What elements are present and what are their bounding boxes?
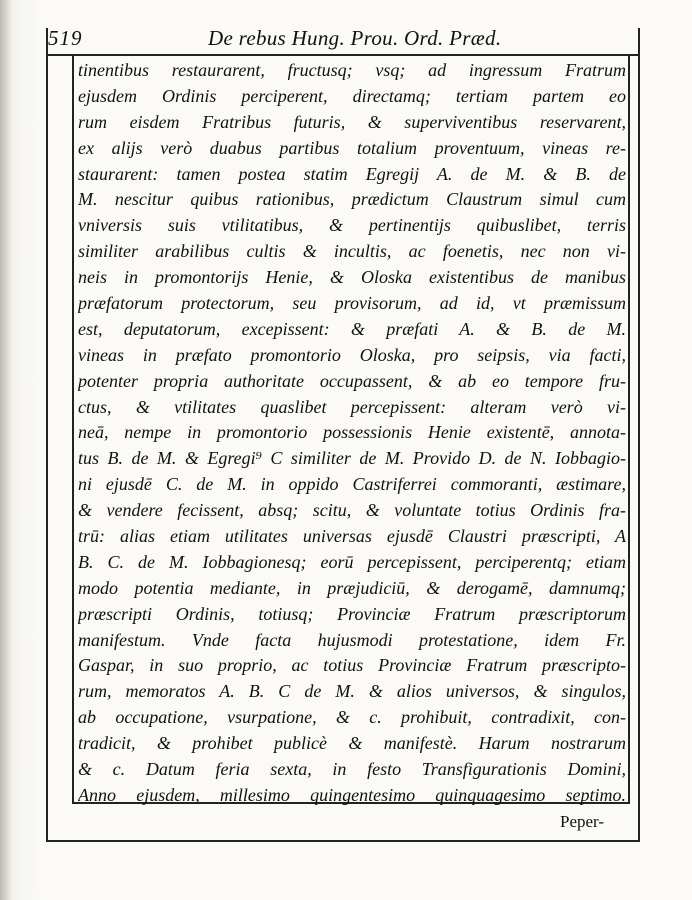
text-line: neā, nempe in promontorio possessionis Henie existentē, annota- — [78, 422, 626, 443]
text-line: B. C. de M. Iobbagionesq; eorū percepissent, perciperentq; etiam — [78, 551, 626, 572]
text-line: potenter propria authoritate occupassent, & ab eo tempore fru- — [78, 370, 626, 391]
text-line: est, deputatorum, excepissent: & præfati A. & B. de M. — [78, 318, 626, 339]
text-line: præscripti Ordinis, totiusq; Provinciæ Fratrum præscriptorum — [78, 603, 626, 624]
text-line: trū: alias etiam utilitates universas ejusdē Claustri præscripti, A — [78, 526, 626, 547]
running-head: De rebus Hung. Prou. Ord. Præd. — [208, 26, 502, 50]
text-line: staurarent: tamen postea statim Egregij A. de M. & B. de — [78, 163, 626, 184]
margin-rule-right — [628, 56, 630, 804]
margin-rule-left — [72, 56, 74, 804]
text-line: vineas in præfato promontorio Oloska, pro seipsis, via facti, — [78, 344, 626, 365]
text-line: rum, memoratos A. B. C de M. & alios universos, & singulos, — [78, 681, 626, 702]
text-line: ejusdem Ordinis perciperent, directamq; tertiam partem eo — [78, 85, 626, 106]
footer-rule — [46, 840, 638, 842]
text-line: ctus, & vtilitates quaslibet percepissent: alteram verò vi- — [78, 396, 626, 417]
page-header — [48, 24, 634, 52]
text-line: & vendere fecissent, absq; scitu, & voluntate totius Ordinis fra- — [78, 500, 626, 521]
text-line: præfatorum protectorum, seu provisorum, ad id, vt præmissum — [78, 293, 626, 314]
text-line: manifestum. Vnde facta hujusmodi protestatione, idem Fr. — [78, 629, 626, 650]
page-number: 519 — [48, 26, 83, 50]
text-line: & c. Datum feria sexta, in festo Transfigurationis Domini, — [78, 759, 626, 780]
text-line: vniversis suis vtilitatibus, & pertinentijs quibuslibet, terris — [78, 215, 626, 236]
text-line: M. nescitur quibus rationibus, prædictum Claustrum simul cum — [78, 189, 626, 210]
text-line: rum eisdem Fratribus futuris, & superviventibus reservarent, — [78, 111, 626, 132]
text-line: neis in promontorijs Henie, & Oloska existentibus de manibus — [78, 267, 626, 288]
text-line: modo potentia mediante, in præjudiciū, & derogamē, damnumq; — [78, 577, 626, 598]
text-line: similiter arabilibus cultis & incultis, ac foenetis, nec non vi- — [78, 241, 626, 262]
body-text — [78, 58, 626, 809]
catchword: Peper- — [560, 812, 605, 831]
text-line: Anno ejusdem, millesimo quingentesimo quinquagesimo septimo. — [78, 784, 626, 805]
page-gutter-shadow — [0, 0, 12, 900]
header-rule — [46, 54, 638, 56]
text-line: ni ejusdē C. de M. in oppido Castriferrei commoranti, æstimare, — [78, 474, 626, 495]
text-line: tradicit, & prohibet publicè & manifestè. Harum nostrarum — [78, 733, 626, 754]
text-line: ab occupatione, vsurpatione, & c. prohibuit, contradixit, con- — [78, 707, 626, 728]
text-line: tus B. de M. & Egregi⁹ C similiter de M. Provido D. de N. Iobbagio- — [78, 448, 626, 469]
text-line: Gaspar, in suo proprio, ac totius Provinciæ Fratrum præscripto- — [78, 655, 626, 676]
text-line: tinentibus restaurarent, fructusq; vsq; ad ingressum Fratrum — [78, 60, 626, 80]
text-line: ex alijs verò duabus partibus totalium proventuum, vineas re- — [78, 137, 626, 158]
